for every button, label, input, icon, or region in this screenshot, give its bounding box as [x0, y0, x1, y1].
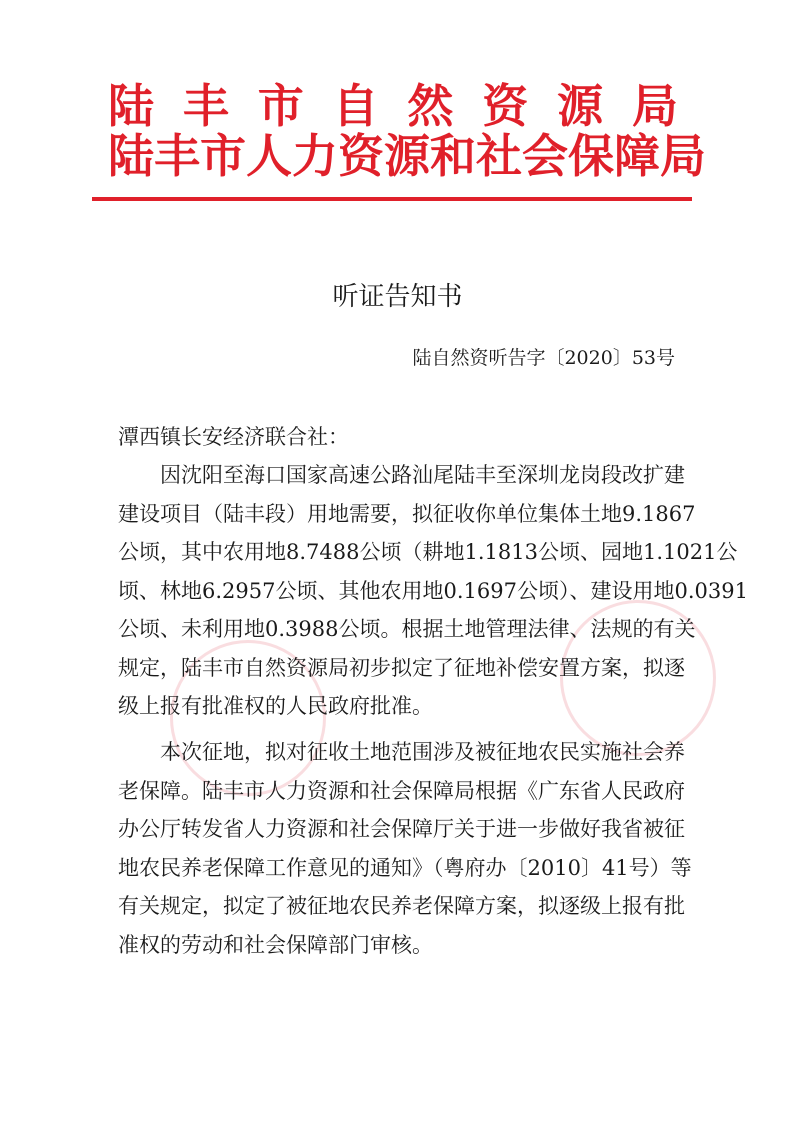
text-line: 地农民养老保障工作意见的通知》（粤府办〔2010〕41号）等 [118, 855, 692, 880]
text-line: 本次征地，拟对征收土地范围涉及被征地农民实施社会养 [160, 740, 685, 764]
org-name-line2: 陆丰市人力资源和社会保障局 [108, 129, 706, 183]
text-line: 准权的劳动和社会保障部门审核。 [118, 932, 433, 957]
text-line: 级上报有批准权的人民政府批准。 [118, 694, 433, 718]
text-line: 因沈阳至海口国家高速公路汕尾陆丰至深圳龙岗段改扩建 [160, 463, 685, 487]
text-line: 办公厅转发省人力资源和社会保障厅关于进一步做好我省被征 [118, 817, 685, 841]
document-number: 陆自然资听告字〔2020〕53号 [412, 347, 675, 369]
text-line: 有关规定，拟定了被征地农民养老保障方案，拟逐级上报有批 [118, 894, 685, 918]
document-title: 听证告知书 [332, 282, 463, 312]
header-divider [92, 197, 692, 201]
text-line: 规定，陆丰市自然资源局初步拟定了征地补偿安置方案，拟逐 [118, 655, 685, 680]
text-line: 建设项目（陆丰段）用地需要，拟征收你单位集体土地9.1867 [118, 501, 696, 526]
text-line: 公顷、未利用地0.3988公顷。根据土地管理法律、法规的有关 [118, 617, 696, 641]
addressee: 潭西镇长安经济联合社： [118, 425, 349, 449]
org-name-line1: 陆丰市自然资源局 [108, 79, 678, 133]
text-line: 顷、林地6.2957公顷、其他农用地0.1697公顷）、建设用地0.0391 [118, 578, 748, 603]
text-line: 老保障。陆丰市人力资源和社会保障局根据《广东省人民政府 [118, 778, 685, 803]
text-line: 公顷，其中农用地8.7488公顷（耕地1.1813公顷、园地1.1021公 [118, 540, 738, 564]
